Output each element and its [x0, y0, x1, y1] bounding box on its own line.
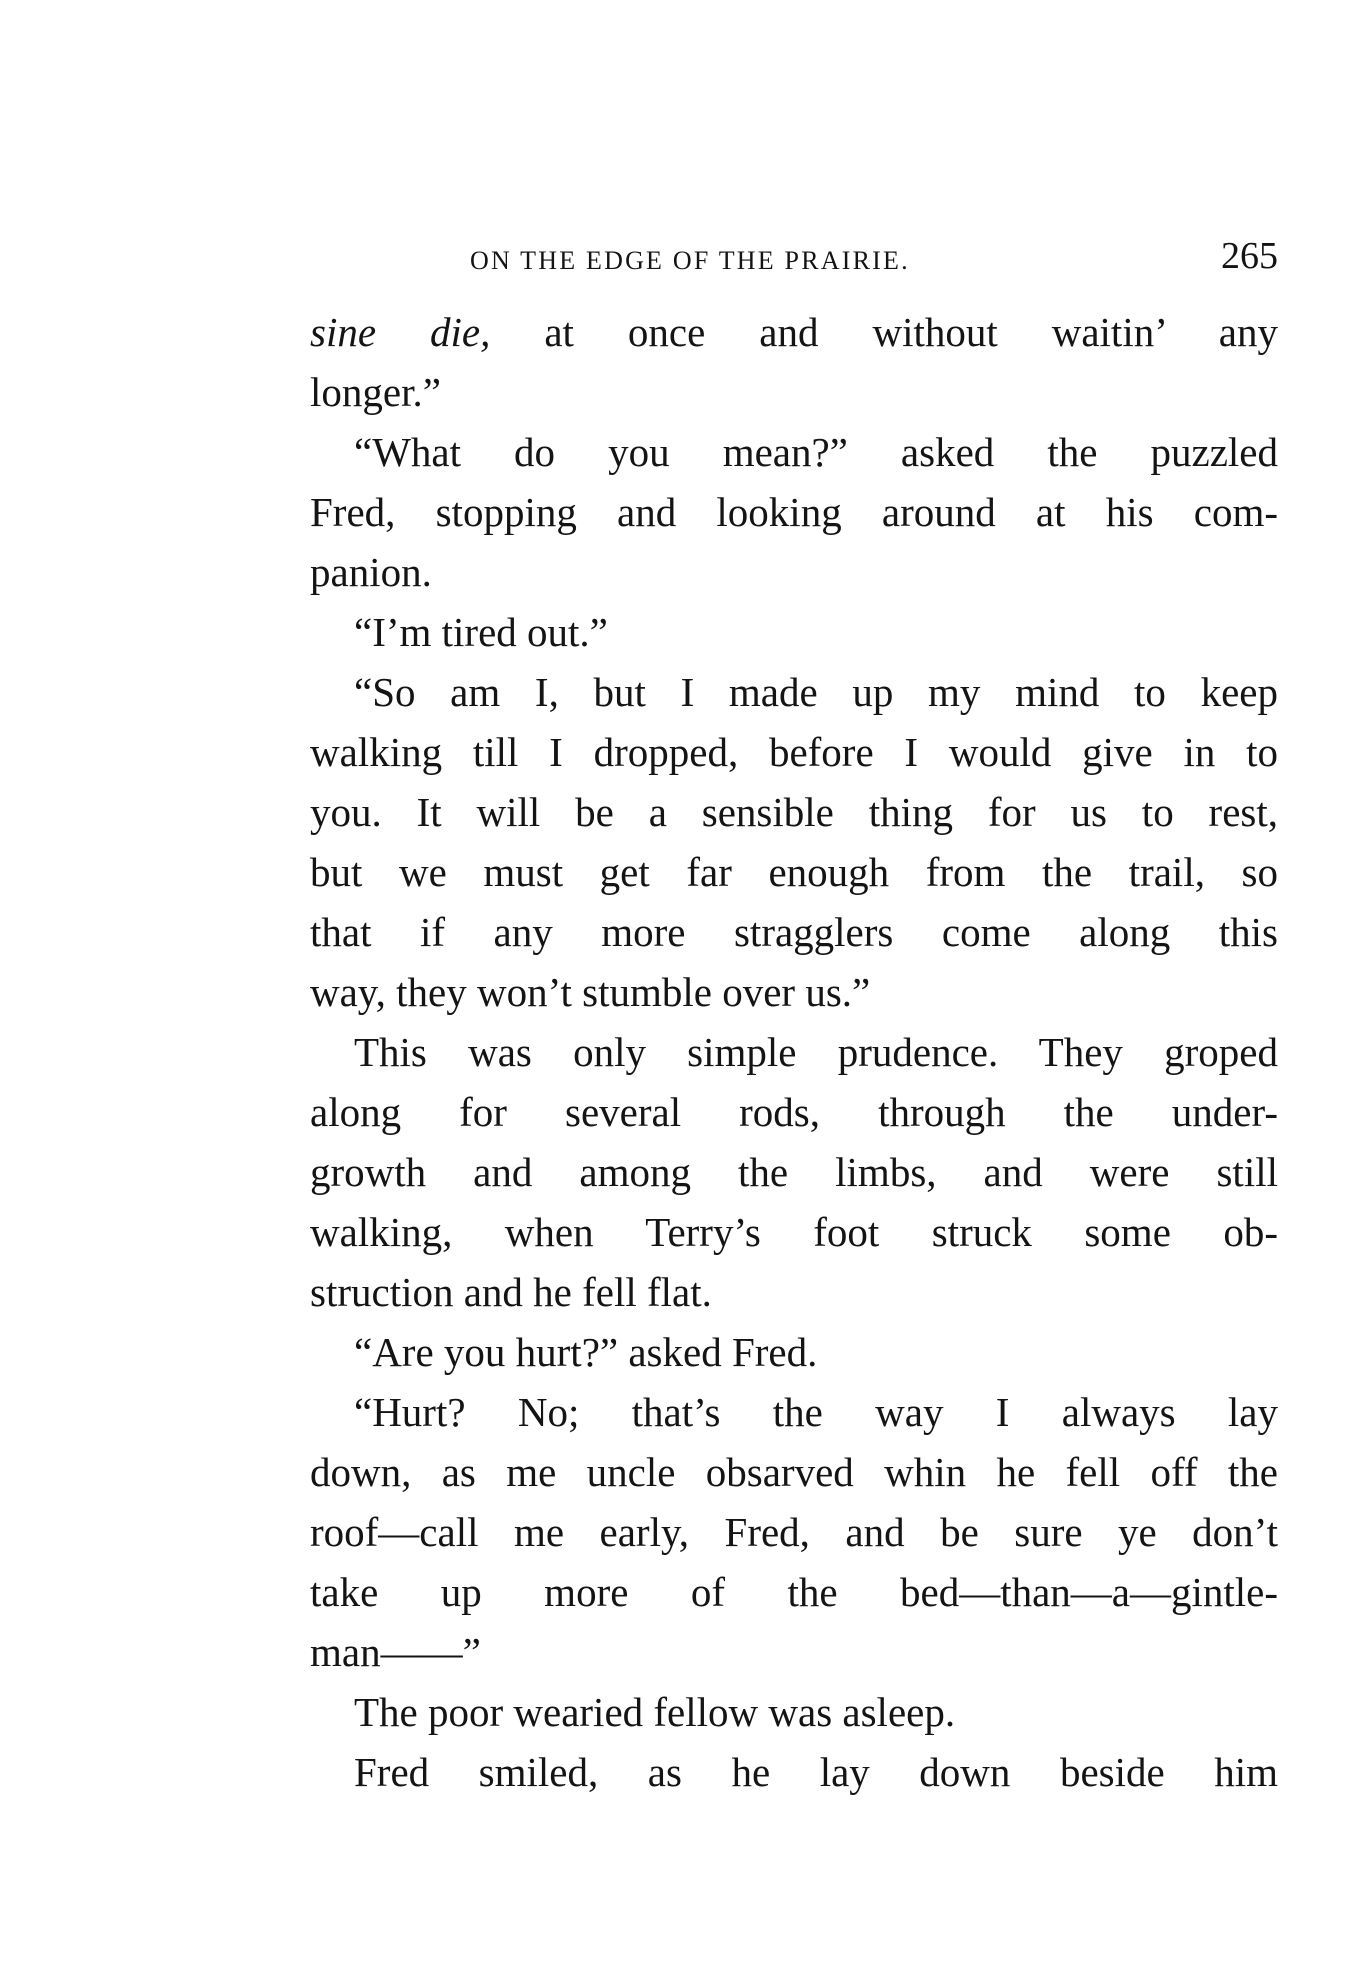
text-line: The poor wearied fellow was asleep. [354, 1689, 956, 1735]
body-text [310, 302, 1278, 1802]
text-line: roof—call me early, Fred, and be sure ye don’t [310, 1509, 1278, 1555]
text-line: growth and among the limbs, and were still [310, 1149, 1278, 1195]
text-line: you. It will be a sensible thing for us to rest, [310, 789, 1278, 835]
italic-phrase: sine die, [310, 309, 491, 355]
text-line: that if any more stragglers come along this [310, 909, 1278, 955]
text-line [310, 302, 1278, 362]
text-line: walking till I dropped, before I would give in to [310, 729, 1278, 775]
text-line: down, as me uncle obsarved whin he fell off the [310, 1449, 1278, 1495]
text-line: struction and he fell flat. [310, 1269, 712, 1315]
page-number: 265 [1221, 235, 1278, 277]
running-header [310, 228, 1278, 292]
running-title: ON THE EDGE OF THE PRAIRIE. [470, 246, 910, 275]
text-line: This was only simple prudence. They groped [354, 1029, 1278, 1075]
text-line: “Hurt? No; that’s the way I always lay [354, 1389, 1278, 1435]
text-line: Fred, stopping and looking around at his com- [310, 489, 1278, 535]
book-page [310, 228, 1278, 1802]
text-line: panion. [310, 549, 432, 595]
text-line: “Are you hurt?” asked Fred. [354, 1329, 818, 1375]
text-line: Fred smiled, as he lay down beside him [354, 1749, 1278, 1795]
text-line: way, they won’t stumble over us.” [310, 969, 871, 1015]
text-line: but we must get far enough from the trail, so [310, 849, 1278, 895]
text-line-rest: at once and without waitin’ any [490, 309, 1278, 355]
text-line: along for several rods, through the under- [310, 1089, 1278, 1135]
text-line: take up more of the bed—than—a—gintle- [310, 1569, 1278, 1615]
text-line: “I’m tired out.” [354, 609, 608, 655]
text-line: man——” [310, 1629, 481, 1675]
text-line: walking, when Terry’s foot struck some ob- [310, 1209, 1278, 1255]
text-line: “So am I, but I made up my mind to keep [354, 669, 1278, 715]
text-line: longer.” [310, 369, 441, 415]
text-line: “What do you mean?” asked the puzzled [354, 429, 1278, 475]
